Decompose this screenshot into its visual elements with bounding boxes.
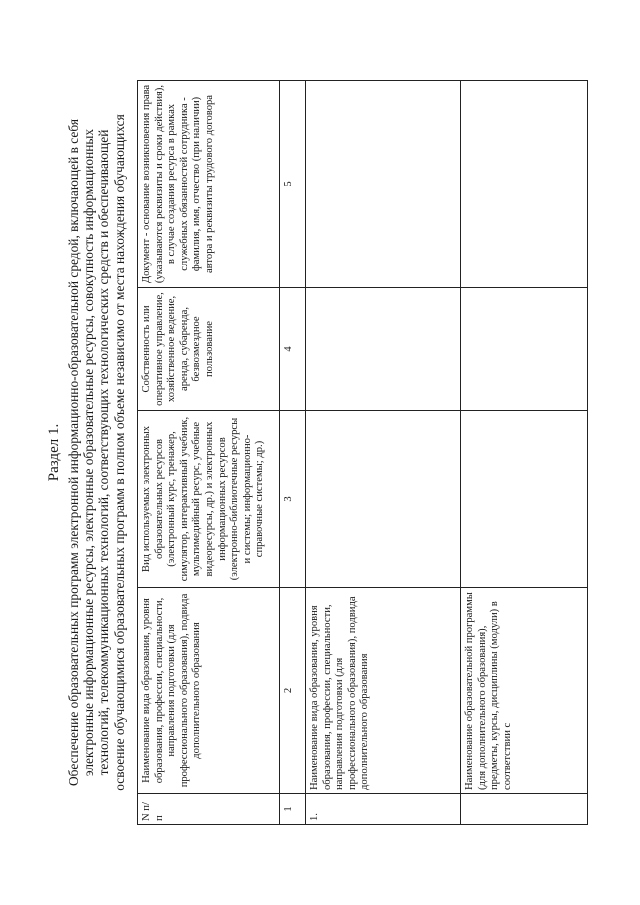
heading-line: Обеспечение образовательных программ электронной информационно-образовательной средой, включающей в себя: [66, 119, 81, 786]
heading-line: электронные информационные ресурсы, электронные образовательные ресурсы, совокупность информационных: [81, 128, 97, 777]
column-number: 4: [280, 288, 306, 411]
row-number: 1.: [306, 794, 461, 825]
heading-line: технологий, телекоммуникационных технологий, соответствующих технологических средств и обеспечивающей: [96, 129, 112, 776]
row-resource: [461, 411, 588, 588]
header-education-type: Наименование вида образования, уровня образования, профессии, специальности, направления подготовки (для профессионального образования), подвида дополнительного образования: [138, 588, 280, 794]
column-number-row: [280, 81, 306, 825]
header-document: Документ - основание возникновения права (указываются реквизиты и сроки действия), в случае создания ресурса в рамках служебных обязанностей сотрудника - фамилия, имя, отчество (при наличии) автора и реквизиты трудового договора: [138, 81, 280, 288]
heading-line: освоение обучающимися образовательных программ в полном объеме независимо от места нахождения обучающихся: [111, 114, 127, 791]
row-program-name: Наименование образовательной программы (для дополнительного образования), предметы, курсы, дисциплины (модули) в соответствии с: [461, 588, 588, 794]
row-ownership: [461, 288, 588, 411]
document-heading: [66, 80, 127, 825]
table-row: [306, 81, 461, 825]
row-education-name: Наименование вида образования, уровня образования, профессии, специальности, направления подготовки (для профессионального образования), подвида дополнительного образования: [306, 588, 461, 794]
row-document: [306, 81, 461, 288]
header-resource-type: Вид используемых электронных образовательных ресурсов (электронный курс, тренажер, симулятор, интерактивный учебник, мультимедийный ресурс, учебные видеоресурсы, др.) и электронных информационных ресурсов (электронно-библиотечные ресурсы и системы; информационно-справочные системы; др.): [138, 411, 280, 588]
row-number: [461, 794, 588, 825]
rotated-page: [45, 80, 595, 825]
column-number: 1: [280, 794, 306, 825]
row-ownership: [306, 288, 461, 411]
column-number: 5: [280, 81, 306, 288]
row-document: [461, 81, 588, 288]
column-number: 2: [280, 588, 306, 794]
section-title: Раздел 1.: [46, 423, 62, 482]
header-ownership: Собственность или оперативное управление, хозяйственное ведение, аренда, субаренда, безвозмездное пользование: [138, 288, 280, 411]
table-row: [461, 81, 588, 825]
row-resource: [306, 411, 461, 588]
header-number: N п/п: [138, 794, 280, 825]
resources-table: [137, 80, 588, 825]
table-header-row: [138, 81, 280, 825]
column-number: 3: [280, 411, 306, 588]
